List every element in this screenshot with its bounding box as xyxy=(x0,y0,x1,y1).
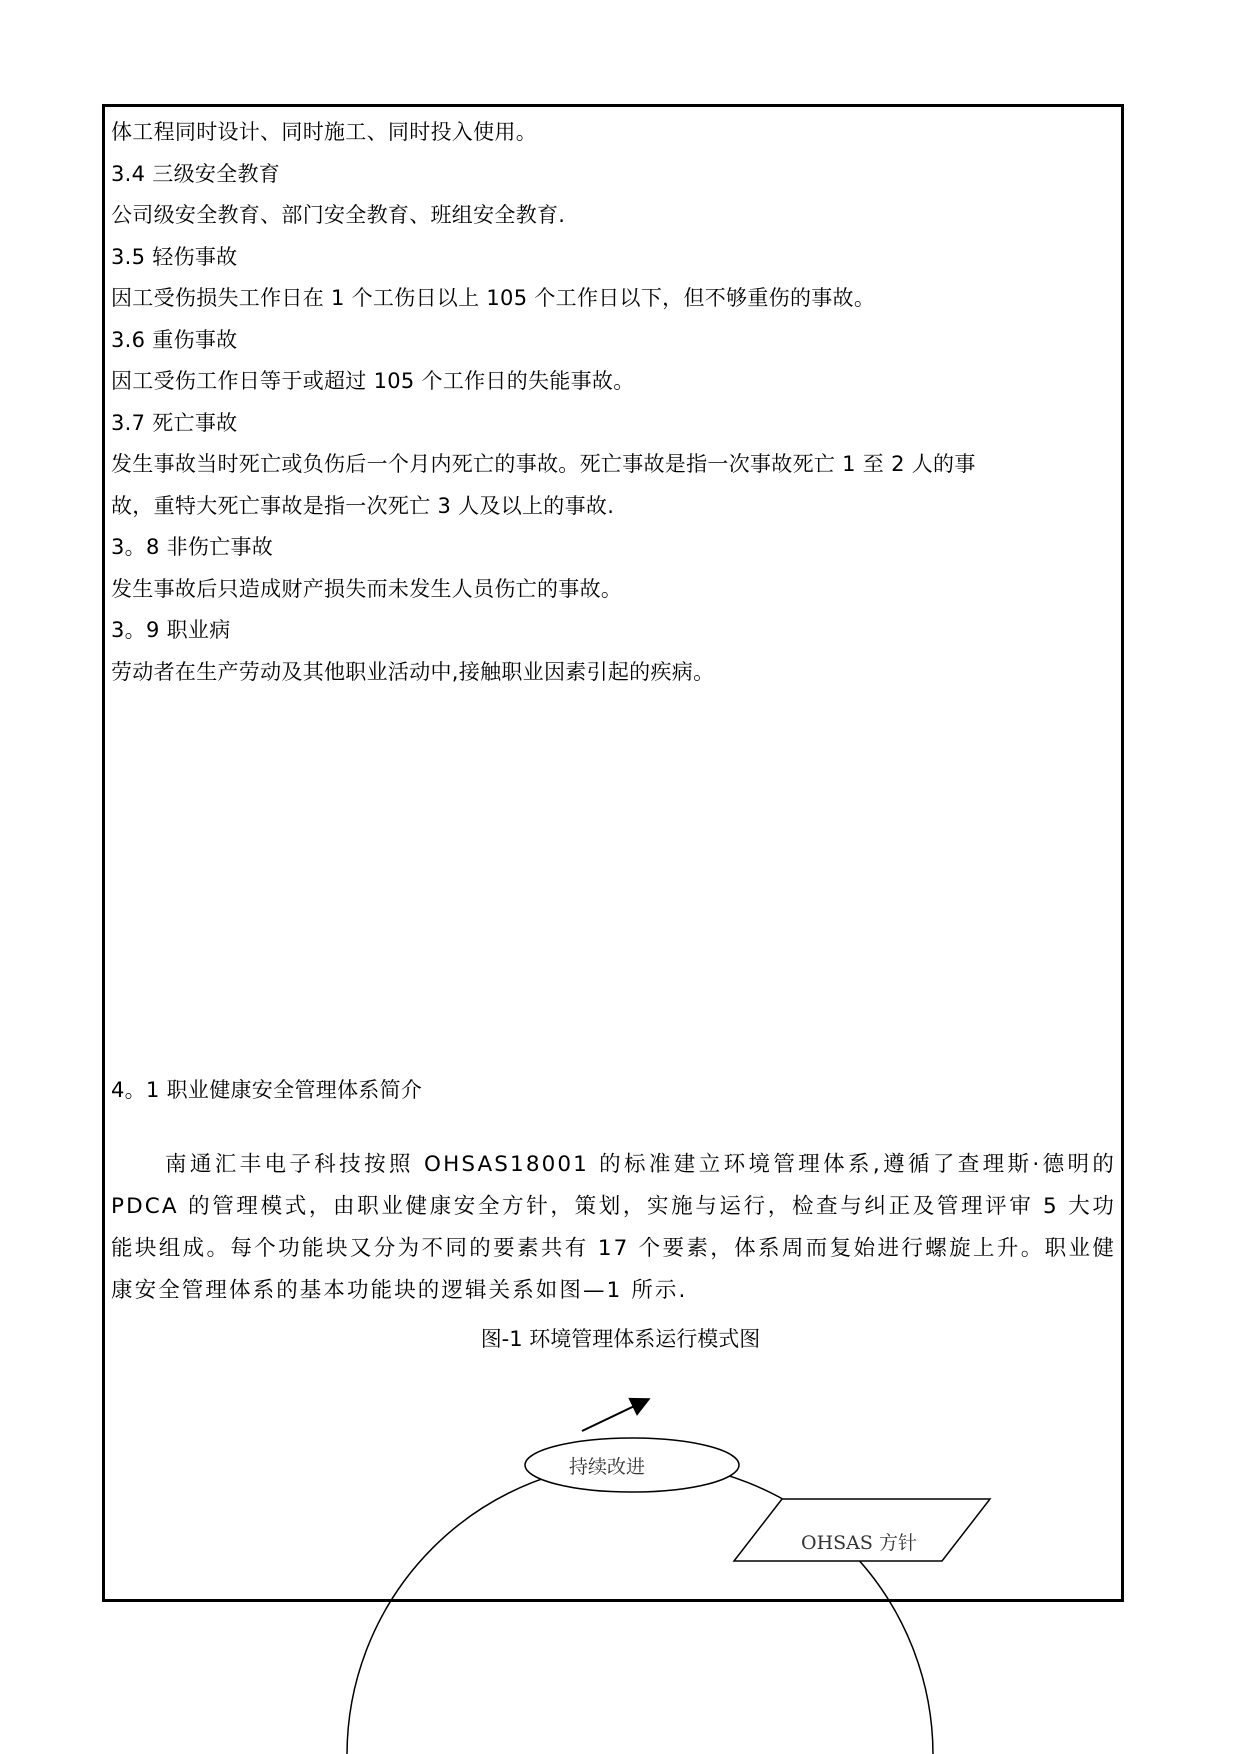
text-line: 发生事故当时死亡或负伤后一个月内死亡的事故。死亡事故是指一次事故死亡 1 至 2 人的事 xyxy=(111,452,976,476)
subheading: 3。9 职业病 xyxy=(111,618,231,642)
text-line: 公司级安全教育、部门安全教育、班组安全教育. xyxy=(111,203,566,227)
subheading: 3.7 死亡事故 xyxy=(111,411,238,435)
policy-label: OHSAS 方针 xyxy=(801,1532,917,1554)
subheading: 3.6 重伤事故 xyxy=(111,328,238,352)
text-line: 因工受伤损失工作日在 1 个工伤日以上 105 个工作日以下，但不够重伤的事故。 xyxy=(111,286,876,310)
intro-paragraph: 南通汇丰电子科技按照 OHSAS18001 的标准建立环境管理体系,遵循了查理斯·德明的 PDCA 的管理模式，由职业健康安全方针，策划，实施与运行，检查与纠正及管理评审 5 大功能块组成。每个功能块又分为不同的要素共有 17 个要素，体系周而复始进行螺旋上升。职业健康安全管理体系的基本功能块的逻辑关系如图—1 所示. xyxy=(111,1152,1116,1303)
subheading: 3。8 非伤亡事故 xyxy=(111,535,274,559)
text-line: 因工受伤工作日等于或超过 105 个工作日的失能事故。 xyxy=(111,369,635,393)
text-line: 故，重特大死亡事故是指一次死亡 3 人及以上的事故. xyxy=(111,494,615,518)
section-heading: 4。1 职业健康安全管理体系简介 xyxy=(111,1078,423,1102)
improvement-arrow xyxy=(582,1400,647,1431)
subheading: 3.5 轻伤事故 xyxy=(111,245,238,269)
text-line: 体工程同时设计、同时施工、同时投入使用。 xyxy=(111,120,537,144)
figure-caption: 图-1 环境管理体系运行模式图 xyxy=(480,1327,761,1351)
text-line: 发生事故后只造成财产损失而未发生人员伤亡的事故。 xyxy=(111,577,623,601)
text-line: 劳动者在生产劳动及其他职业活动中,接触职业因素引起的疾病。 xyxy=(111,660,715,684)
continuous-improvement-label: 持续改进 xyxy=(569,1456,646,1478)
subheading: 3.4 三级安全教育 xyxy=(111,162,281,186)
